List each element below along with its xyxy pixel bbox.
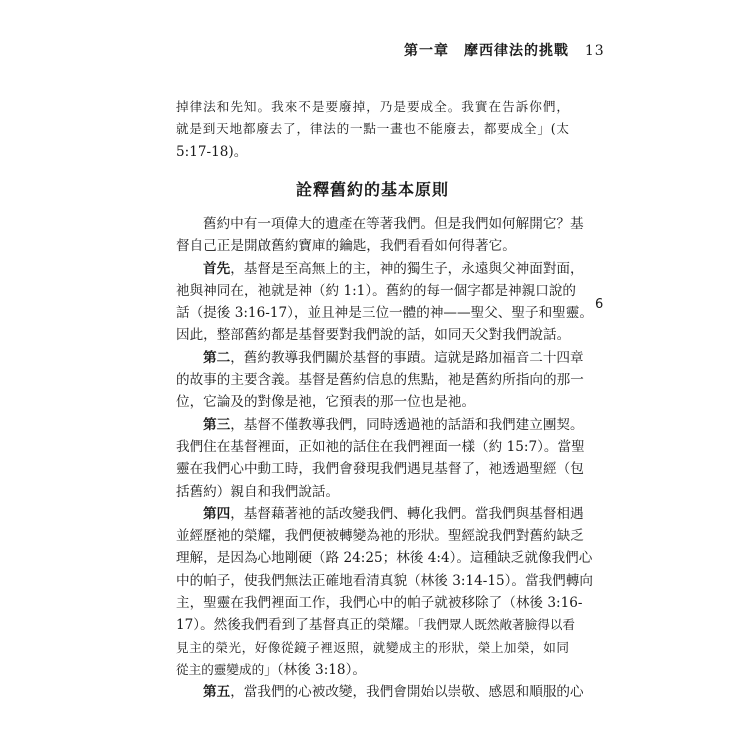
paragraph-first-line: 首先，基督是至高無上的主，神的獨生子，永遠與父神面對面，	[203, 260, 584, 277]
chapter-title: 第一章 摩西律法的挑戰	[404, 43, 569, 59]
opening-quote	[176, 96, 569, 163]
quote-line: 見主的榮光，好像從鏡子裡返照，就變成主的形狀，榮上加榮，如同	[176, 639, 569, 655]
inline-quote: 「我們眾人既然敞著臉得以看	[417, 617, 576, 633]
paragraph-line: 因此，整部舊約都是基督要對我們說的話，如同天父對我們說話。	[176, 327, 571, 344]
quote-line: 5:17-18)。	[176, 143, 248, 160]
inline-quote: 從主的靈變成的」	[176, 661, 277, 677]
paragraph-lead: 第三	[203, 416, 231, 433]
paragraph-line: 靈在我們心中動工時，我們會發現我們遇見基督了，祂透過聖經（包	[176, 461, 584, 478]
paragraph-lead: 第五	[203, 684, 231, 701]
paragraph-line: 從主的靈變成的」（林後 3:18）。	[176, 661, 366, 678]
paragraph-line: 話（提後 3:16-17），並且神是三位一體的神——聖父、聖子和聖靈。	[176, 305, 593, 322]
quote-line: 就是到天地都廢去了，律法的一點一畫也不能廢去，都要成全」(太	[176, 121, 569, 137]
paragraph-line: 的故事的主要含義。基督是舊約信息的焦點，祂是舊約所指向的那一	[176, 372, 584, 389]
paragraph-line: 我們住在基督裡面，正如祂的話住在我們裡面一樣（約 15:7）。當聖	[176, 438, 585, 455]
paragraph-line: 祂與神同在，祂就是神（約 1:1）。舊約的每一個字都是神親口說的	[176, 282, 577, 299]
paragraph-lead: 第二	[203, 349, 231, 366]
paragraph-line: 17）。然後我們看到了基督真正的榮耀。「我們眾人既然敞著臉得以看	[176, 617, 576, 634]
section-title: 詮釋舊約的基本原則	[295, 180, 449, 199]
intro-line: 舊約中有一項偉大的遺產在等著我們。但是我們如何解開它？基	[203, 216, 584, 232]
paragraph-line: 括舊約）親自和我們說話。	[176, 483, 340, 500]
paragraph-first-line: 第四，基督藉著祂的話改變我們、轉化我們。當我們與基督相遇	[203, 505, 584, 522]
paragraph-line: 位，它論及的對像是祂，它預表的那一位也是祂。	[176, 394, 476, 411]
paragraph-first-line: 第三，基督不僅教導我們，同時透過祂的話語和我們建立團契。	[203, 416, 584, 433]
paragraph-lead: 首先	[203, 260, 231, 277]
paragraph-line: 中的帕子，使我們無法正確地看清真貌（林後 3:14-15）。當我們轉向	[176, 572, 593, 589]
paragraph-first-line: 第五，當我們的心被改變，我們會開始以崇敬、感恩和順服的心	[203, 684, 584, 701]
page-number: 13	[584, 43, 605, 59]
paragraph-line: 理解，是因為心地剛硬（路 24:25；林後 4:4）。這種缺乏就像我們心	[176, 550, 593, 567]
margin-mark: 6	[595, 297, 604, 312]
paragraph-lead: 第四	[203, 505, 231, 522]
paragraph-line: 並經歷祂的榮耀，我們便被轉變為祂的形狀。聖經說我們對舊約缺乏	[176, 528, 584, 545]
quote-line: 掉律法和先知。我來不是要廢掉，乃是要成全。我實在告訴你們，	[176, 99, 569, 114]
intro-line: 督自己正是開啟舊約寶庫的鑰匙，我們看看如何得著它。	[176, 238, 516, 255]
paragraph-first-line: 第二，舊約教導我們關於基督的事蹟。這就是路加福音二十四章	[203, 349, 584, 366]
running-header	[404, 40, 704, 60]
paragraph-line: 主，聖靈在我們裡面工作，我們心中的帕子就被移除了（林後 3:16-	[176, 595, 583, 612]
body-text	[176, 213, 593, 704]
